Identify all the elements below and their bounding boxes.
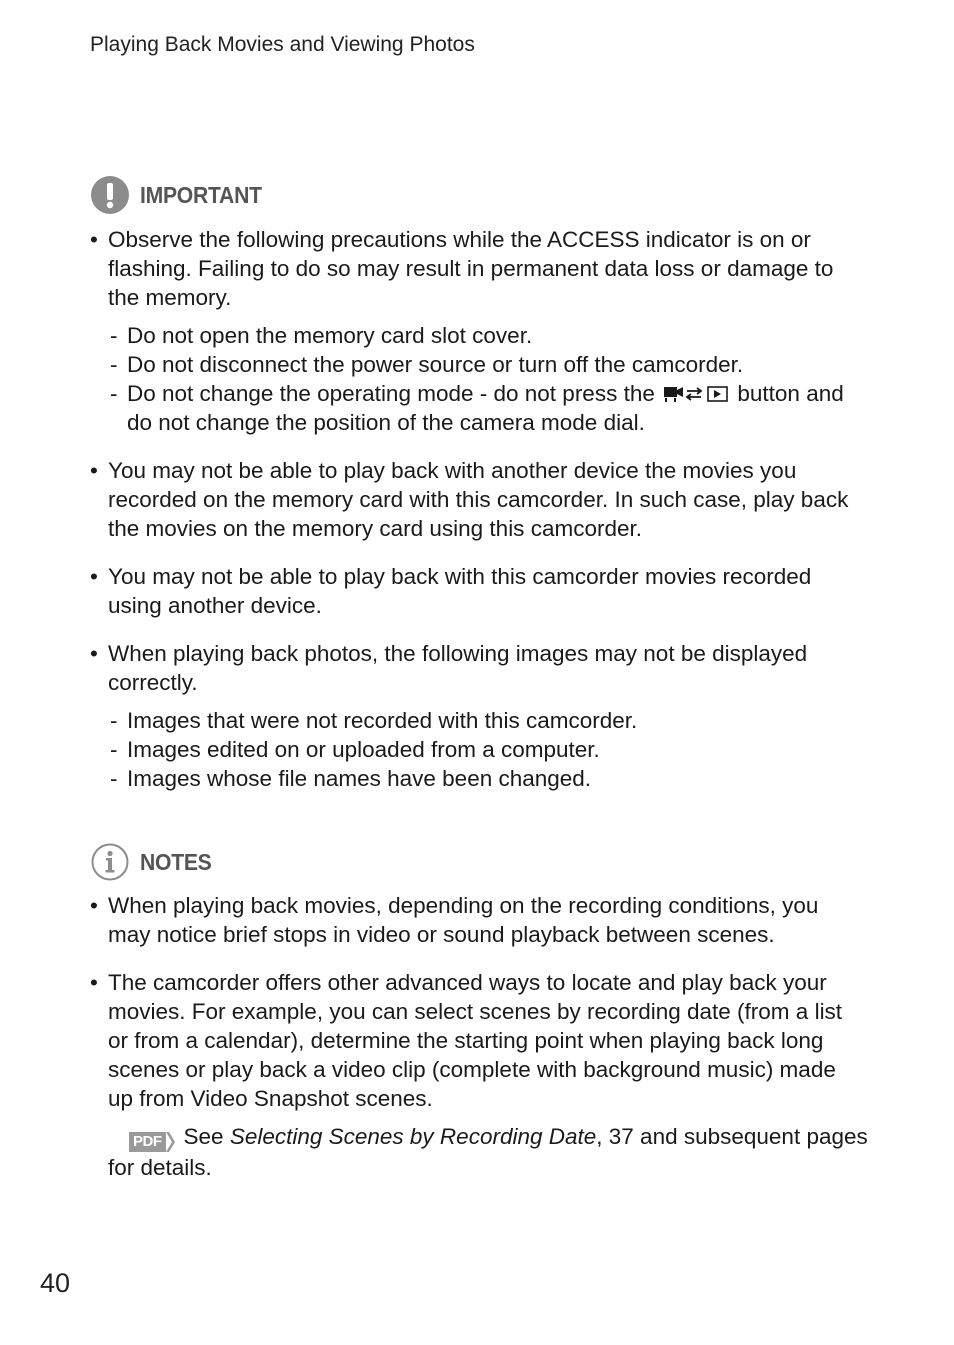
list-item: • When playing back movies, depending on the recording conditions, you may notice brief stops in video or sound playback between scenes. bbox=[90, 893, 819, 947]
important-heading bbox=[91, 176, 272, 214]
reference-title[interactable]: Selecting Scenes by Recording Date bbox=[229, 1124, 597, 1149]
sub-item: - Images whose file names have been changed. bbox=[110, 766, 592, 791]
sub-item: - Do not change the operating mode - do not press the button and do not change the position of the camera mode dial. bbox=[110, 381, 844, 435]
notes-title: NOTES bbox=[140, 848, 212, 875]
sub-item: - Do not disconnect the power source or turn off the camcorder. bbox=[110, 352, 744, 377]
notes-list bbox=[90, 891, 880, 1182]
info-icon bbox=[91, 843, 129, 881]
list-item: • You may not be able to play back with this camcorder movies recorded using another device. bbox=[90, 564, 812, 618]
page-number: 40 bbox=[40, 1268, 71, 1298]
list-item: • Observe the following precautions while the ACCESS indicator is on or flashing. Failing to do so may result in permanent data loss or damage to the memory. bbox=[90, 227, 834, 310]
list-item: • When playing back photos, the following images may not be displayed correctly. bbox=[90, 641, 808, 695]
sub-item: - Images edited on or uploaded from a computer. bbox=[110, 737, 600, 762]
sub-item: - Do not open the memory card slot cover. bbox=[110, 323, 533, 348]
exclamation-icon bbox=[91, 176, 129, 214]
list-item: • The camcorder offers other advanced ways to locate and play back your movies. For example, you can select scenes by recording date (from a list or from a calendar), determine the starting point when playing back long scenes or play back a video clip (complete with background music) made up from Video Snapshot scenes. bbox=[90, 970, 843, 1111]
notes-heading bbox=[91, 843, 218, 881]
pdf-badge-icon: PDF bbox=[129, 1131, 175, 1153]
important-title: IMPORTANT bbox=[140, 181, 262, 208]
sub-item: - Images that were not recorded with this camcorder. bbox=[110, 708, 638, 733]
list-item: • You may not be able to play back with another device the movies you recorded on the memory card with this camcorder. In such case, play back the movies on the memory card using this camcorder. bbox=[90, 458, 849, 541]
mode-button-icon bbox=[661, 384, 731, 404]
important-list bbox=[90, 225, 880, 793]
running-header: Playing Back Movies and Viewing Photos bbox=[90, 33, 475, 56]
cross-reference: PDF See Selecting Scenes by Recording Date, 37 and subsequent pages for details. bbox=[108, 1124, 868, 1180]
